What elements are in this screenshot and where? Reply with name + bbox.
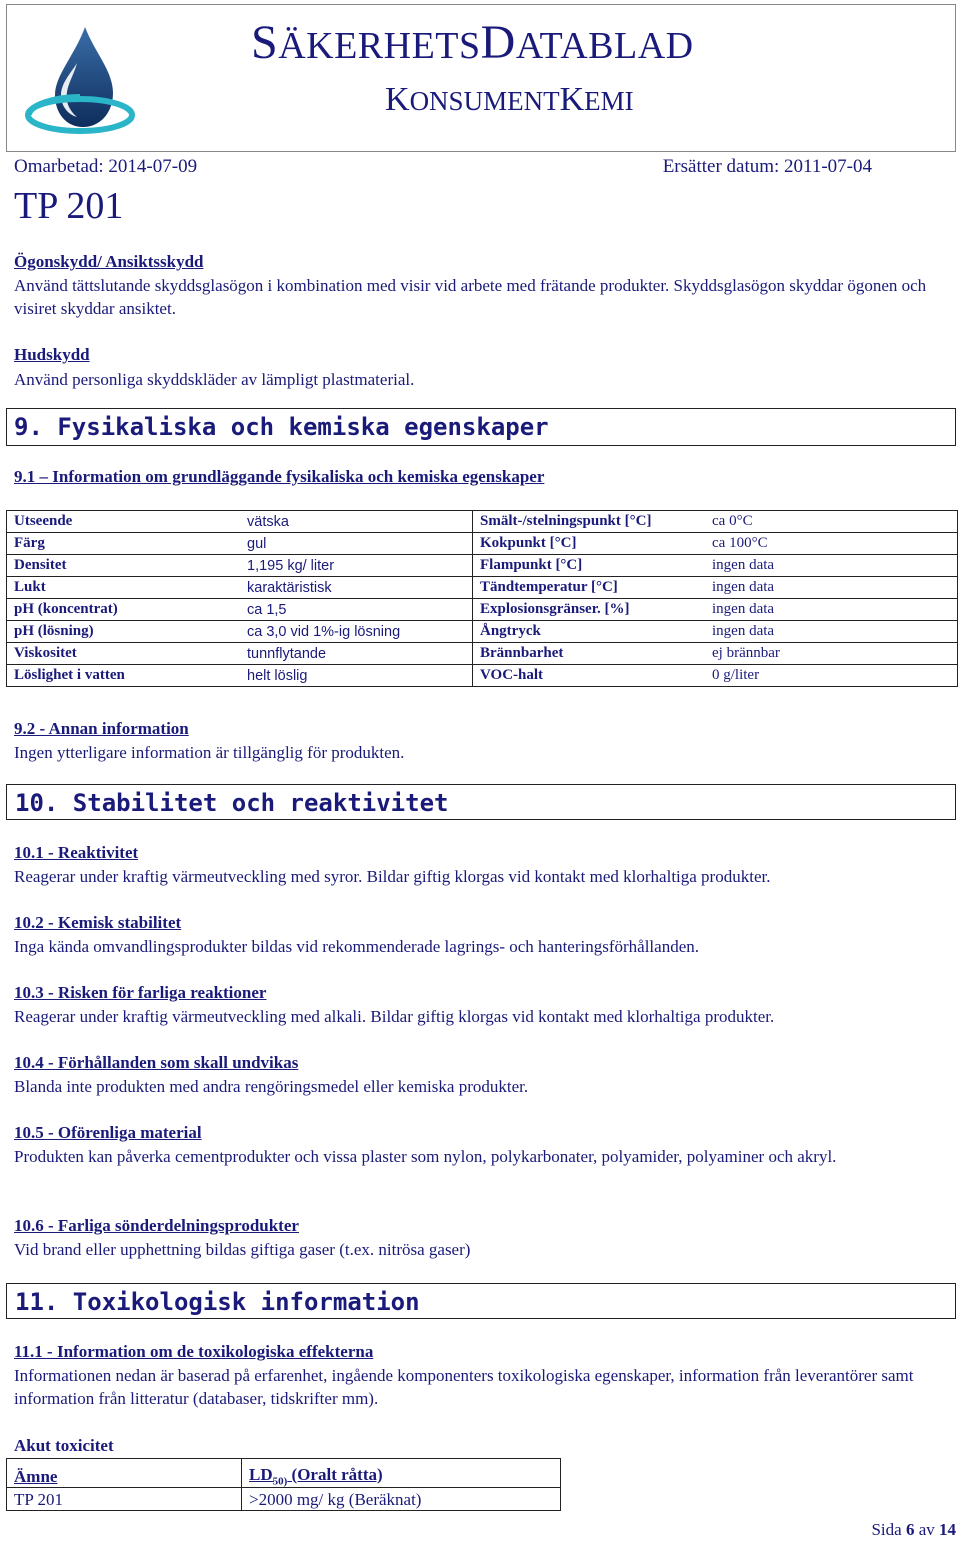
section-9-2-text: Ingen ytterligare information är tillgänglig för produkten. <box>14 743 405 762</box>
property-label: VOC-halt <box>473 665 706 687</box>
table-row <box>7 577 958 599</box>
header-box <box>6 4 956 152</box>
property-value: ingen data <box>705 621 958 643</box>
revised-date: Omarbetad: 2014-07-09 <box>14 156 198 177</box>
property-label: pH (koncentrat) <box>7 599 241 621</box>
acute-toxicity-table <box>6 1458 561 1511</box>
property-value: tunnflytande <box>240 643 473 665</box>
table-row <box>7 1459 561 1488</box>
section-9-1-heading: 9.1 – Information om grundläggande fysikaliska och kemiska egenskaper <box>14 467 545 486</box>
property-value: ej brännbar <box>705 643 958 665</box>
document-subtitle: KONSUMENTKEMI <box>385 81 634 118</box>
property-value: ca 1,5 <box>240 599 473 621</box>
section-10-5-text: Produkten kan påverka cementprodukter och vissa plaster som nylon, polykarbonater, polyamider, polyaminer och akryl. <box>14 1147 837 1166</box>
property-label: Utseende <box>7 511 241 533</box>
section-10-3-text: Reagerar under kraftig värmeutveckling med alkali. Bildar giftig klorgas vid kontakt med klorhaltiga produkter. <box>14 1007 775 1026</box>
table-row <box>7 621 958 643</box>
property-value: karaktäristisk <box>240 577 473 599</box>
property-value: ca 0°C <box>705 511 958 533</box>
property-label: Explosionsgränser. [%] <box>473 599 706 621</box>
section-9-bar <box>6 408 956 446</box>
property-value: ingen data <box>705 599 958 621</box>
ld50-header: $LD_{50)}$ (Oralt råtta) <box>242 1459 561 1488</box>
properties-table <box>6 510 958 687</box>
property-label: Lukt <box>7 577 241 599</box>
eye-protection-heading: Ögonskydd/ Ansiktsskydd <box>14 252 204 271</box>
section-9-title: 9. Fysikaliska och kemiska egenskaper <box>14 413 549 441</box>
replaces-date: Ersätter datum: 2011-07-04 <box>662 156 872 177</box>
property-value: 1,195 kg/ liter <box>240 555 473 577</box>
table-row <box>7 643 958 665</box>
property-label: Flampunkt [°C] <box>473 555 706 577</box>
property-label: Viskositet <box>7 643 241 665</box>
section-11-1-heading: 11.1 - Information om de toxikologiska effekterna <box>14 1342 374 1361</box>
property-value: gul <box>240 533 473 555</box>
skin-protection-heading: Hudskydd <box>14 345 90 364</box>
property-value: 0 g/liter <box>705 665 958 687</box>
drop-logo-icon <box>25 23 135 138</box>
table-row <box>7 555 958 577</box>
property-value: helt löslig <box>240 665 473 687</box>
section-10-4-text: Blanda inte produkten med andra rengöringsmedel eller kemiska produkter. <box>14 1077 529 1096</box>
substance-header: Ämne <box>7 1459 242 1488</box>
property-label: Brännbarhet <box>473 643 706 665</box>
property-value: ca 100°C <box>705 533 958 555</box>
section-10-4-heading: 10.4 - Förhållanden som skall undvikas <box>14 1053 299 1072</box>
section-11-1-text: Informationen nedan är baserad på erfarenhet, ingående komponenters toxikologiska egenskaper, information från leverantörer samt information från litteratur (databaser, tidskrifter mm). <box>14 1366 914 1408</box>
substance-cell: TP 201 <box>7 1488 242 1511</box>
page-number: Sida 6 av 14 <box>871 1520 956 1539</box>
section-10-3-heading: 10.3 - Risken för farliga reaktioner <box>14 983 267 1002</box>
property-value: ingen data <box>705 555 958 577</box>
section-10-2-heading: 10.2 - Kemisk stabilitet <box>14 913 182 932</box>
property-label: Färg <box>7 533 241 555</box>
section-9-2-heading: 9.2 - Annan information <box>14 719 189 738</box>
section-10-2-text: Inga kända omvandlingsprodukter bildas vid rekommenderade lagrings- och hanteringsförhållanden. <box>14 937 699 956</box>
document-title: SÄKERHETSDATABLAD <box>251 16 694 69</box>
property-value: ingen data <box>705 577 958 599</box>
ld50-cell: >2000 mg/ kg (Beräknat) <box>242 1488 561 1511</box>
section-11-title: 11. Toxikologisk information <box>6 1283 956 1319</box>
property-label: pH (lösning) <box>7 621 241 643</box>
table-row <box>7 533 958 555</box>
property-label: Smält-/stelningspunkt [°C] <box>473 511 706 533</box>
table-row <box>7 1488 561 1511</box>
section-10-6-text: Vid brand eller upphettning bildas giftiga gaser (t.ex. nitrösa gaser) <box>14 1240 471 1259</box>
product-name: TP 201 <box>14 185 124 227</box>
acute-toxicity-heading: Akut toxicitet <box>14 1436 114 1455</box>
section-10-6-heading: 10.6 - Farliga sönderdelningsprodukter <box>14 1216 299 1235</box>
property-value: ca 3,0 vid 1%-ig lösning <box>240 621 473 643</box>
section-10-1-text: Reagerar under kraftig värmeutveckling med syror. Bildar giftig klorgas vid kontakt med klorhaltiga produkter. <box>14 867 771 886</box>
property-label: Kokpunkt [°C] <box>473 533 706 555</box>
section-10-1-heading: 10.1 - Reaktivitet <box>14 843 139 862</box>
eye-protection-text: Använd tättslutande skyddsglasögon i kombination med visir vid arbete med frätande produkter. Skyddsglasögon skyddar ögonen och visiret skyddar ansiktet. <box>14 276 927 318</box>
section-10-title: 10. Stabilitet och reaktivitet <box>6 784 956 820</box>
skin-protection-text: Använd personliga skyddskläder av lämpligt plastmaterial. <box>14 370 415 389</box>
table-row <box>7 511 958 533</box>
property-label: Tändtemperatur [°C] <box>473 577 706 599</box>
table-row <box>7 599 958 621</box>
property-value: vätska <box>240 511 473 533</box>
property-label: Ångtryck <box>473 621 706 643</box>
property-label: Densitet <box>7 555 241 577</box>
section-10-5-heading: 10.5 - Oförenliga material <box>14 1123 202 1142</box>
table-row <box>7 665 958 687</box>
property-label: Löslighet i vatten <box>7 665 241 687</box>
